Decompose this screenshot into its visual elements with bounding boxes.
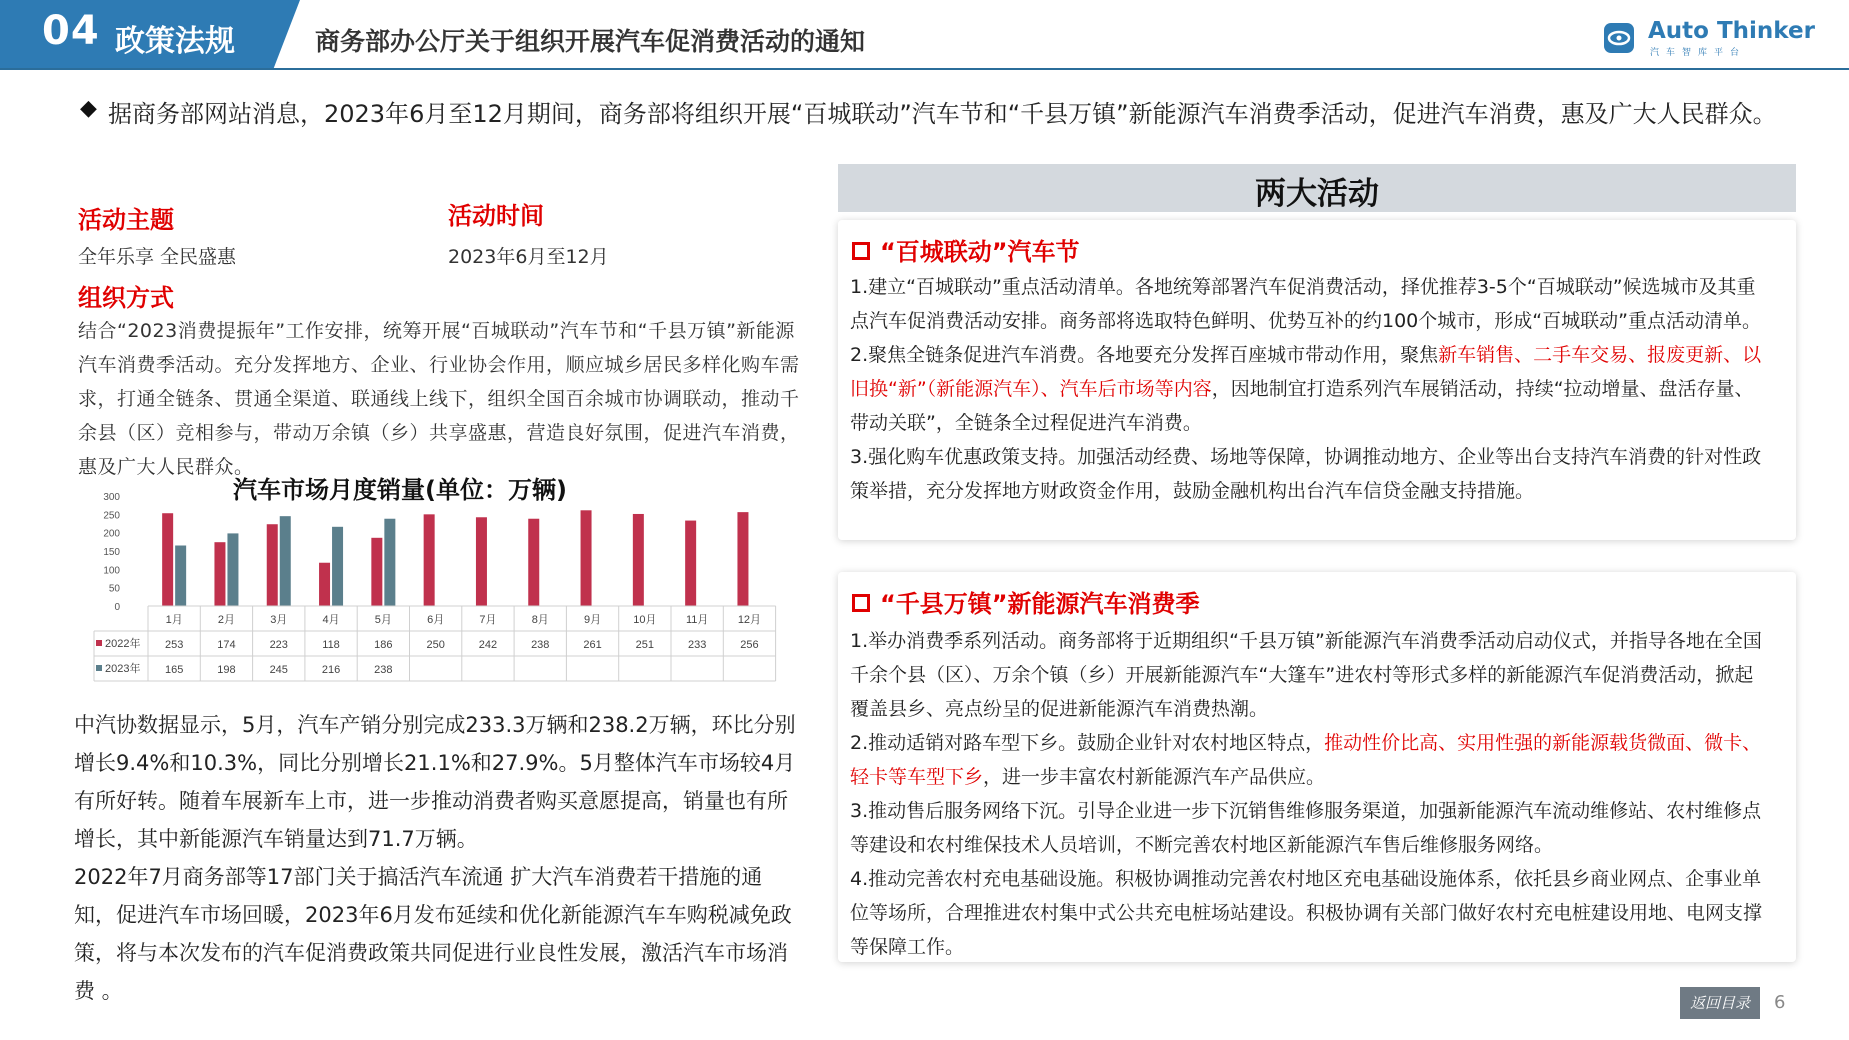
- square-bullet-icon: [852, 242, 870, 260]
- bar-2023年-5月: [384, 519, 395, 606]
- theme-text: 全年乐享 全民盛惠: [78, 246, 237, 268]
- activity-card-county: [838, 572, 1796, 962]
- data-table-value: 216: [321, 664, 341, 676]
- market-summary: [74, 706, 804, 1010]
- card-item-text: 2.推动适销对路车型下乡。鼓励企业针对农村地区特点，: [850, 732, 1325, 754]
- header-divider: [0, 68, 1849, 70]
- bar-2022年-12月: [737, 512, 748, 606]
- card-item-text: ，因地制宜打造系列汽车展销活动，持续“拉动增量、盘活存量、带动关联”，全链条全过程促进汽车消费。: [850, 378, 1754, 434]
- section-number: 04: [42, 8, 100, 54]
- bar-2023年-4月: [332, 527, 343, 606]
- bar-2022年-3月: [267, 524, 278, 606]
- highlight-text: 新车销售、二手车交易、报废更新、以旧换“新”（新能源汽车）、汽车后市场等内容: [850, 344, 1762, 400]
- y-tick-label: 250: [103, 510, 120, 522]
- page-title: 商务部办公厅关于组织开展汽车促消费活动的通知: [315, 27, 866, 56]
- card-heading: “百城联动”汽车节: [880, 238, 1080, 266]
- card-body: [850, 624, 1765, 964]
- y-tick-label: 50: [108, 583, 120, 595]
- back-to-contents-button[interactable]: 返回目录: [1680, 987, 1760, 1019]
- data-table-value: 238: [531, 639, 550, 651]
- logo-subtext: 汽车智库平台: [1650, 48, 1747, 58]
- section-name: 政策法规: [115, 24, 235, 59]
- intro-paragraph: 据商务部网站消息，2023年6月至12月期间，商务部将组织开展“百城联动”汽车节和“千县万镇”新能源汽车消费季活动，促进汽车消费，惠及广大人民群众。: [108, 100, 1777, 128]
- card-item-text: ，进一步丰富农村新能源汽车产品供应。: [983, 766, 1326, 788]
- page-number: 6: [1774, 992, 1786, 1013]
- x-tick-label: 11月: [685, 614, 709, 626]
- x-tick-label: 5月: [374, 614, 392, 626]
- data-table-value: 118: [322, 639, 340, 651]
- x-tick-label: 4月: [322, 614, 340, 626]
- card-item-3: 3.强化购车优惠政策支持。加强活动经费、场地等保障，协调推动地方、企业等出台支持汽车消费的针对性政策举措，充分发挥地方财政资金作用，鼓励金融机构出台汽车信贷金融支持措施。: [850, 446, 1762, 502]
- logo-icon: [1604, 23, 1634, 53]
- card-item-1: 1.建立“百城联动”重点活动清单。各地统筹部署汽车促消费活动，择优推荐3-5个“百城联动”候选城市及其重点汽车促消费活动安排。商务部将选取特色鲜明、优势互补的约100个城市，形成“百城联动”重点活动清单。: [850, 276, 1761, 332]
- card-item-3: 3.推动售后服务网络下沉。引导企业进一步下沉销售维修服务渠道，加强新能源汽车流动维修站、农村维修点等建设和农村维保技术人员培训，不断完善农村地区新能源汽车售后维修服务网络。: [850, 800, 1762, 856]
- card-body: [850, 270, 1765, 508]
- card-item-2: [850, 726, 1765, 794]
- card-item-2: [850, 338, 1765, 440]
- y-tick-label: 300: [103, 492, 120, 503]
- bar-2023年-2月: [227, 533, 238, 606]
- card-item-4: 4.推动完善农村充电基础设施。积极协调推动完善农村地区充电基础设施体系，依托县乡商业网点、企事业单位等场所，合理推进农村集中式公共充电桩场站建设。积极协调有关部门做好农村充电桩建设用地、电网支撑等保障工作。: [850, 868, 1763, 958]
- bullet-diamond-icon: ◆: [80, 96, 97, 121]
- x-tick-label: 3月: [270, 614, 288, 626]
- data-table-value: 256: [740, 639, 759, 651]
- legend-swatch-2023年: [96, 665, 102, 671]
- bar-2022年-5月: [371, 538, 382, 606]
- data-table-value: 245: [269, 664, 288, 676]
- chart-title: 汽车市场月度销量(单位：万辆): [233, 476, 567, 504]
- x-tick-label: 8月: [531, 614, 549, 626]
- bar-2022年-7月: [476, 517, 487, 606]
- highlight-text: 推动性价比高、实用性强的新能源载货微面、微卡、轻卡等车型下乡: [850, 732, 1762, 788]
- time-text: 2023年6月至12月: [448, 246, 609, 268]
- bar-2023年-1月: [175, 546, 186, 607]
- bar-2022年-11月: [685, 521, 696, 606]
- activity-card-city: [838, 220, 1796, 540]
- data-table-value: 251: [635, 639, 655, 651]
- legend-label: 2023年: [105, 663, 141, 675]
- org-paragraph: 结合“2023消费提振年”工作安排，统筹开展“百城联动”汽车节和“千县万镇”新能源汽车消费季活动。充分发挥地方、企业、行业协会作用，顺应城乡居民多样化购车需求，打通全链条、贯通全渠道、联通线上线下，组织全国百余城市协调联动，推动千余县（区）竞相参与，带动万余镇（乡）共享盛惠，营造良好氛围，促进汽车消费，惠及广大人民群众。: [78, 320, 800, 478]
- data-table-value: 261: [583, 639, 602, 651]
- data-table-value: 233: [687, 639, 707, 651]
- card-item-text: 2.聚焦全链条促进汽车消费。各地要充分发挥百座城市带动作用，聚焦: [850, 344, 1439, 366]
- data-table-value: 174: [217, 639, 236, 651]
- market-paragraph-1: 中汽协数据显示，5月，汽车产销分别完成233.3万辆和238.2万辆，环比分别增长9.4%和10.3%，同比分别增长21.1%和27.9%。5月整体汽车市场较4月有所好转。随着车展新车上市，进一步推动消费者购买意愿提高，销量也有所增长，其中新能源汽车销量达到71.7万辆。: [74, 713, 796, 851]
- card-item-1: 1.举办消费季系列活动。商务部将于近期组织“千县万镇”新能源汽车消费季活动启动仪式，并指导各地在全国千余个县（区）、万余个镇（乡）开展新能源汽车“大篷车”进农村等形式多样的新能源汽车促消费活动，掀起覆盖县乡、亮点纷呈的促进新能源汽车消费热潮。: [850, 630, 1762, 720]
- card-heading: “千县万镇”新能源汽车消费季: [880, 590, 1200, 618]
- org-heading: 组织方式: [78, 284, 174, 312]
- time-heading: 活动时间: [448, 202, 544, 230]
- market-paragraph-2: 2022年7月商务部等17部门关于搞活汽车流通 扩大汽车消费若干措施的通知，促进汽车市场回暖，2023年6月发布延续和优化新能源汽车车购税减免政策，将与本次发布的汽车促消费政策共同促进行业良性发展，激活汽车市场消费 。: [74, 865, 792, 1003]
- x-tick-label: 9月: [583, 614, 602, 626]
- x-tick-label: 12月: [737, 614, 762, 626]
- bar-2022年-9月: [581, 510, 592, 606]
- x-tick-label: 2月: [217, 614, 236, 626]
- y-tick-label: 0: [114, 602, 120, 613]
- activities-title: 两大活动: [1255, 176, 1379, 212]
- bar-2022年-8月: [528, 519, 539, 606]
- sales-bar-chart: [90, 488, 780, 684]
- y-tick-label: 200: [103, 528, 120, 540]
- data-table-value: 238: [374, 664, 393, 676]
- bar-2022年-4月: [319, 563, 330, 606]
- x-tick-label: 6月: [427, 614, 445, 626]
- x-tick-label: 1月: [165, 614, 183, 626]
- y-tick-label: 150: [103, 547, 120, 558]
- data-table-value: 186: [374, 639, 393, 651]
- data-table-value: 198: [217, 664, 236, 676]
- data-table-value: 165: [164, 664, 184, 676]
- square-bullet-icon: [852, 594, 870, 612]
- theme-heading: 活动主题: [78, 206, 174, 234]
- bar-2022年-1月: [162, 513, 173, 606]
- bar-2023年-3月: [280, 516, 291, 606]
- bar-2022年-10月: [633, 514, 644, 606]
- data-table-value: 223: [269, 639, 288, 651]
- bar-2022年-6月: [424, 514, 435, 606]
- data-table-value: 253: [164, 639, 184, 651]
- data-table-value: 242: [478, 639, 498, 651]
- legend-swatch-2022年: [96, 640, 102, 646]
- legend-label: 2022年: [105, 638, 141, 650]
- logo-text: Auto Thinker: [1648, 18, 1815, 44]
- x-tick-label: 10月: [633, 614, 657, 626]
- y-tick-label: 100: [103, 565, 120, 577]
- data-table-value: 250: [426, 639, 445, 651]
- bar-2022年-2月: [214, 542, 225, 606]
- x-tick-label: 7月: [479, 614, 497, 626]
